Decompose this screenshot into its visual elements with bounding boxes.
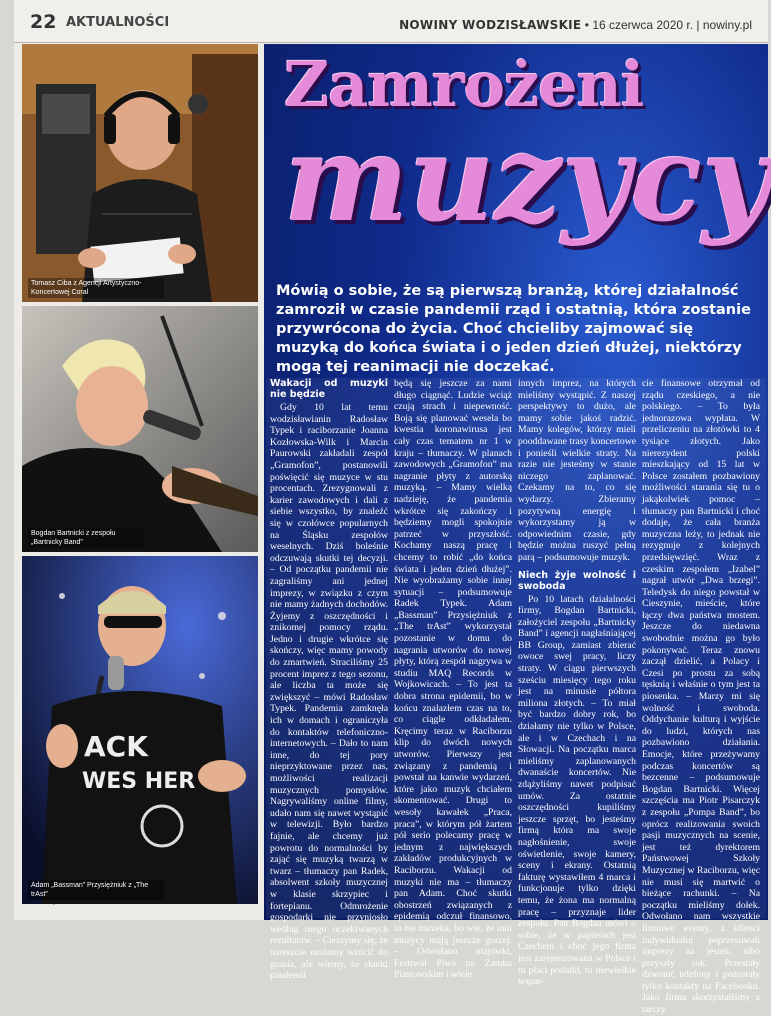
singer-illustration: [22, 306, 258, 552]
column-4: [642, 378, 760, 1016]
column2-text: będą się jeszcze za nami długo ciągnąć. Ludzie wciąż czują strach i niepewność. Boją się planować wesela bo kwestia koronawirusa jest cały czas tematem nr 1 w kraju – tłumaczy. W planach zawodowych „Gramofon” ma nagranie płyty z autorską muzyką. – Mamy wielką nadzieję, że pandemia wkrótce się zakończy i będziemy mogli spokojnie patrzeć w przyszłość. Kochamy naszą pracę i chcemy to robić „do końca świata i jeden dzień dłużej”. Nie wyobrażamy sobie innej sytuacji – podsumowuje Radek Typek. Adam „Bassman” Przysiężniuk z „The trAst” wykorzystał pozostanie w domu do nagrania utworów do nowej płyty, którą zespół nagrywa w studiu MAQ Records w Wojkowicach. – To jest ta dobra strona epidemii, bo w końcu znalazłem czas na to, co ciągle odkładałem. Kręcimy teraz w Raciborzu klip do dwóch nowych utworów. Pierwszy jest związany z pandemią i powstał na kanwie wydarzeń, które jako muzyk chciałem skomentować. Drugi to wesoły kawałek „Praca, praca”, w którym pół żartem pół serio polecamy pracę w jednym z największych zakładów produkcyjnych w Raciborzu. Wakacji od muzyki nie ma – tłumaczy pan Adam. Choć skutki obostrzeń związanych z epidemią odczuł finansowo, to nie narzeka, bo wie, że inni muzycy mają jeszcze gorzej. – Odwołano majówki, Festiwal Piwa na Zamku Piastowskim i wiele: [394, 378, 512, 981]
column1-heading: Wakacji od muzyki nie będzie: [270, 378, 388, 400]
column1-text: Gdy 10 lat temu wodzisławianin Radosław Typek i raciborzanie Joanna Kozłowska-Wilk i Marcin Paurowski zakładali zespół „Gramofon”, postanowili poświęcić się muzyce w stu procentach. Zrezygnowali z karier zawodowych i dali z siebie wszystko, by znaleźć się w czołówce popularnych na Śląsku zespołów weselnych. Dziś boleśnie odczuwają skutki tej decyzji. – Od początku pandemii nie zagraliśmy ani jednej imprezy, w związku z czym nie mamy żadnych dochodów. Żyjemy z oszczędności i znikomej pomocy rządu. Jedno i drugie wkrótce się skończy, więc mamy powody do zmartwień. Straciliśmy 25 procent imprez z tego sezonu, ale liczba ta może się zwiększyć – mówi Radosław Typek. Pandemia zamknęła ich w domach i ograniczyła do kontaktów telefoniczno-internetowych. – Dało to nam inne, do tej pory nieprzyktowane przez nas, możliwości realizacji muzycznych pomysłów. Nagrywaliśmy online filmy, udało nam się nawet wystąpić w telewizji. Było bardzo fajnie, ale chcemy już powrotu do normalności by zająć się muzyką twarzą w twarz – tłumaczy pan Radek, absolwent szkoły muzycznej w klasie skrzypiec i fortepianu. Odmrożenie gospodarki nie przyniosło według niego oczekiwanych rezultatów. – Cieszymy się, że nareszcie możemy wrócić do grania, ale wiemy, że skutki pandemii: [270, 402, 388, 982]
bassman-illustration: [22, 556, 258, 904]
column4-text: cie finansowe otrzymał od rządu czeskiego, a nie polskiego. – To była jednorazowa wypłata. W przeliczeniu na złotówki to 4 tysiące złotych. Jako nierezydent polski mieszkający od 15 lat w Polsce zostałem pozbawiony możliwości starania się tu o jakąkolwiek pomoc – tłumaczy pan Bartnicki i choć dodaje, że cała branża muzyczna leży, to jednak nie rezygnuje z kolejnych przedsięwzięć. Wraz z czeskim zespołem „Izabel” nagrał utwór „Dwa brzegi”. Teledysk do niego powstał w Cieszynie, mieście, które łączy dwa państwa mostem. Jeszcze do niedawna swobodnie można go było pokonywać. Teraz znowu zaczął dzielić, a Polacy i Czesi po prostu za sobą tęsknią i właśnie o tym jest ta piosenka. – Marzy mi się wolność i swoboda. Oddychanie kulturą i wyjście do ludzi, których nas pozbawiono działania. Emocje, które przeżywamy podczas koncertów są bezcenne – podsumowuje Bogdan Bartnicki. Więcej szczęścia ma Piotr Pisarczyk z zespołu „Pompa Band”, bo oprócz realizowania swoich pasji muzycznych na scenie, jest też dyrektorem Państwowej Szkoły Muzycznej w Raciborzu, więc nie musi się martwić o bieżące rachunki. – Na początku mieliśmy dołek. Odwołano nam wszystkie firmowe eventy, a klienci indywidualni poprzesuwali imprezy na jesień, albo przyszły rok. Przestały dzwonić telefony i pozostały tylko kontakty na Facebooku. Jako firma skorzystaliśmy z tarczy: [642, 378, 760, 1016]
page-header: [14, 0, 768, 43]
newspaper-name: NOWINY WODZISŁAWSKIE: [399, 18, 582, 32]
headline-line2: muzycy: [284, 109, 771, 248]
photo-bassman: [22, 556, 258, 904]
photo-studio-musician: [22, 44, 258, 302]
photo2-caption: Bogdan Bartnicki z zespołu „Bartnicky Band”: [28, 528, 144, 548]
tshirt-print: ACK: [84, 730, 148, 763]
issue-date: 16 czerwca 2020 r.: [592, 18, 694, 32]
column3-text-a: innych imprez, na których mieliśmy wystąpić. Z naszej perspektywy to dużo, ale mamy sobie jakoś radzić. Mamy kolegów, którzy mieli pooddawane trasy koncertowe i ponieśli wielkie straty. Na razie nie jesteśmy w stanie niczego zaplanować. Czekamy na to, co się wydarzy. Zbieramy pozytywną energię i wykorzystamy ją w odpowiednim czasie, gdy będzie można ruszyć pełną parą – podsumowuje muzyk.: [518, 378, 636, 563]
photo-blond-singer: [22, 306, 258, 552]
website: nowiny.pl: [702, 18, 752, 32]
studio-illustration: [22, 44, 258, 302]
headline-line1: Zamrożeni: [284, 48, 644, 121]
column-1: [270, 378, 388, 982]
page-number: 22: [30, 11, 57, 33]
photo1-caption: Tomasz Ciba z Agencji Artystyczno-Koncertowej Coral: [28, 278, 164, 298]
photo3-caption: Adam „Bassman” Przysiężniuk z „The trAst”: [28, 880, 164, 900]
article: [264, 44, 771, 1016]
section-name: AKTUALNOŚCI: [66, 15, 170, 30]
article-body: [266, 378, 766, 1016]
masthead-info: NOWINY WODZISŁAWSKIE • 16 czerwca 2020 r. | nowiny.pl: [399, 18, 752, 32]
column-2: [394, 378, 512, 981]
article-lead: Mówią o sobie, że są pierwszą branżą, której działalność zamroził w czasie pandemii rząd i ostatnią, która zostanie przywrócona do życia. Choć chcieliby zajmować się muzyką do końca świata i o jeden dzień dłużej, niektórzy mogą tej reanimacji nie doczekać.: [276, 283, 751, 375]
column-3: [518, 378, 636, 988]
column3-heading: Niech żyje wolność i swoboda: [518, 569, 636, 592]
column3-text-b: Po 10 latach działalności firmy, Bogdan Bartnicki, założyciel zespołu „Bartnicky Band” i agencji nagłaśniającej BB Group, zamiast zbierać owoce swej pracy, liczy straty. W ciągu pierwszych sześciu miesięcy tego roku jest na minusie półtora miliona złotych. – To miał być bardzo dobry rok, bo działamy nie tylko w Polsce, ale i w Czechach i na Słowacji. Na początku marca mieliśmy zaplanowanych dwanaście koncertów. Nie zdążyliśmy nawet podpisać umów. Za ostatnie oszczędności kupiliśmy jeszcze sprzęt, bo jesteśmy firmą która ma swoje nagłośnienie, swoje oświetlenie, swoje kamery, sceny i ekrany. Ostatnią fakturę wystawiłem 4 marca i funkcjonuje tylko dzięki temu, że żona ma normalną pracę – przyznaje lider zespołu. Pan Bogdan mówi o sobie, że w papierach jest Czechem i choć jego firma jest zarejestrowana w Polsce i tu płaci podatki, to niewielkie wspar-: [518, 593, 636, 988]
photo-column: [22, 44, 258, 904]
newspaper-page: [14, 0, 771, 1016]
tshirt-print-2: WES HER: [82, 769, 196, 794]
